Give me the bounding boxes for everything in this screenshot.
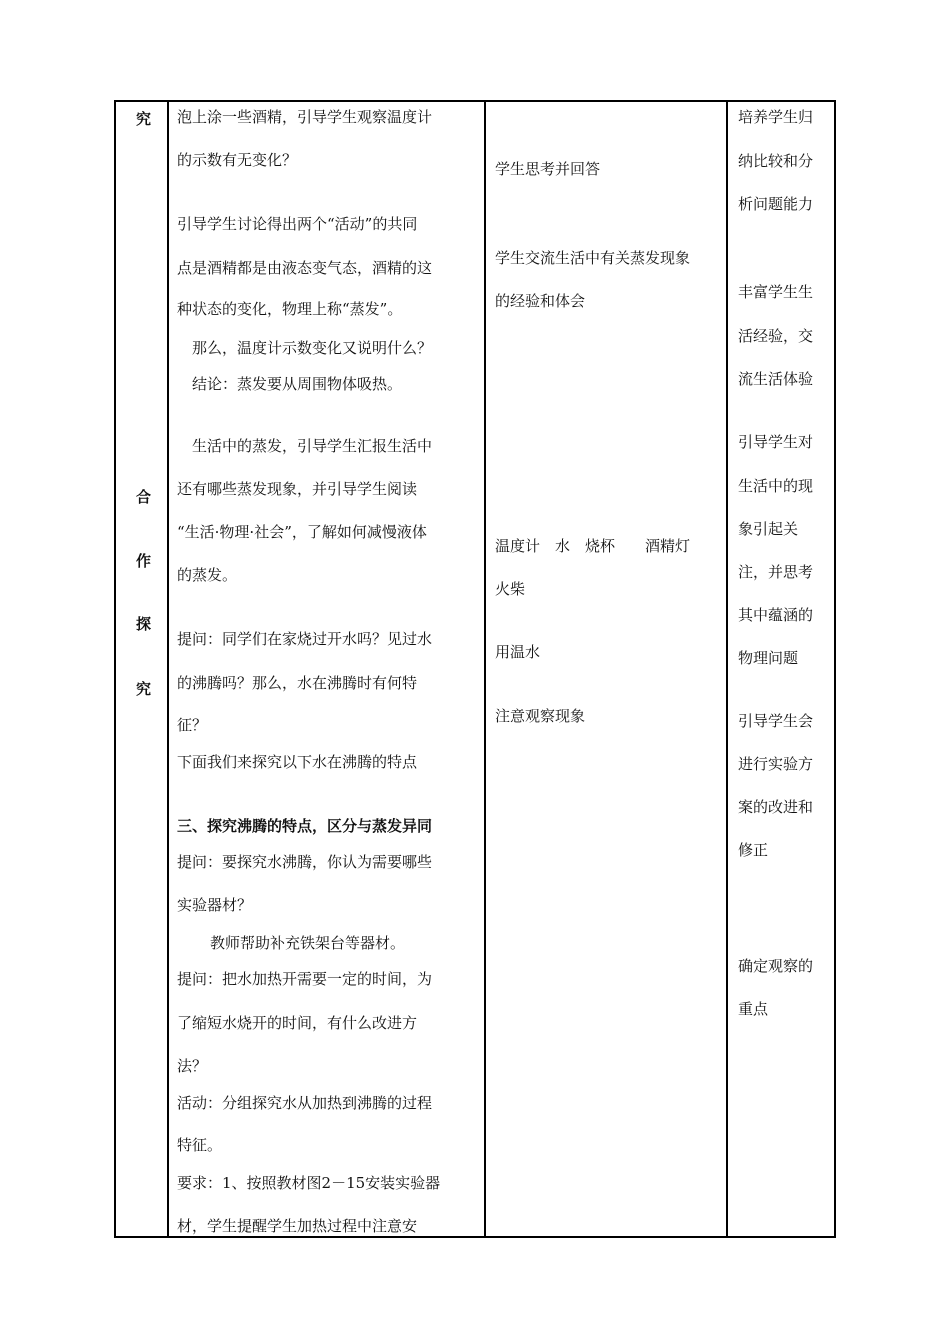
teacher-text-line: 结论：蒸发要从周围物体吸热。 (192, 375, 403, 393)
teacher-text-line: 的示数有无变化？ (177, 151, 298, 169)
student-text-line: 用温水 (495, 643, 541, 661)
teacher-text-line: 征？ (177, 716, 208, 734)
teacher-text-line: 活动：分组探究水从加热到沸腾的过程 (177, 1094, 433, 1112)
section-label-top: 究 (136, 110, 152, 128)
teacher-text-line: 的蒸发。 (177, 566, 238, 584)
student-text-line: 的经验和体会 (495, 292, 586, 310)
teacher-text-line: 了缩短水烧开的时间，有什么改进方 (177, 1014, 418, 1032)
teacher-text-line: 还有哪些蒸发现象，并引导学生阅读 (177, 480, 418, 498)
intent-text-line: 注，并思考 (738, 563, 814, 581)
teacher-text-line: 提问：同学们在家烧过开水吗？见过水 (177, 630, 433, 648)
intent-text-line: 培养学生归 (738, 108, 814, 126)
column-divider (726, 102, 728, 1236)
section-heading: 三、探究沸腾的特点，区分与蒸发异同 (177, 817, 433, 835)
section-label-char: 合 (136, 488, 152, 506)
teacher-text-line: 特征。 (177, 1136, 223, 1154)
intent-text-line: 活经验，交 (738, 327, 814, 345)
teacher-text-line: 点是酒精都是由液态变气态，酒精的这 (177, 259, 433, 277)
intent-text-line: 确定观察的 (738, 957, 814, 975)
intent-text-line: 进行实验方 (738, 755, 814, 773)
lesson-plan-table (114, 100, 836, 1238)
intent-text-line: 生活中的现 (738, 477, 814, 495)
intent-text-line: 象引起关 (738, 520, 799, 538)
teacher-text-line: “生活·物理·社会”，了解如何减慢液体 (177, 523, 427, 541)
teacher-text-line: 提问：把水加热开需要一定的时间，为 (177, 970, 433, 988)
teacher-text-line: 教师帮助补充铁架台等器材。 (210, 934, 406, 952)
teacher-text-line: 实验器材？ (177, 896, 253, 914)
intent-text-line: 纳比较和分 (738, 152, 814, 170)
intent-text-line: 析问题能力 (738, 195, 814, 213)
intent-text-line: 其中蕴涵的 (738, 606, 814, 624)
column-divider (484, 102, 486, 1236)
teacher-text-line: 法？ (177, 1057, 208, 1075)
intent-text-line: 物理问题 (738, 649, 799, 667)
intent-text-line: 引导学生会 (738, 712, 814, 730)
intent-text-line: 重点 (738, 1000, 769, 1018)
student-text-line: 注意观察现象 (495, 707, 586, 725)
student-text-line: 温度计 水 烧杯 酒精灯 (495, 537, 691, 555)
intent-text-line: 流生活体验 (738, 370, 814, 388)
student-text-line: 火柴 (495, 580, 526, 598)
teacher-text-line: 材，学生提醒学生加热过程中注意安 (177, 1217, 418, 1235)
teacher-text-line: 引导学生讨论得出两个“活动”的共同 (177, 215, 418, 233)
column-divider (167, 102, 169, 1236)
intent-text-line: 修正 (738, 841, 769, 859)
intent-text-line: 案的改进和 (738, 798, 814, 816)
student-text-line: 学生交流生活中有关蒸发现象 (495, 249, 691, 267)
teacher-text-line: 生活中的蒸发，引导学生汇报生活中 (192, 437, 433, 455)
teacher-text-line: 的沸腾吗？那么，水在沸腾时有何特 (177, 674, 418, 692)
intent-text-line: 引导学生对 (738, 433, 814, 451)
student-text-line: 学生思考并回答 (495, 160, 601, 178)
teacher-text-line: 那么，温度计示数变化又说明什么？ (192, 339, 433, 357)
teacher-text-line: 下面我们来探究以下水在沸腾的特点 (177, 753, 418, 771)
section-label-char: 究 (136, 680, 152, 698)
section-label-char: 探 (136, 615, 152, 633)
section-label-char: 作 (136, 552, 152, 570)
teacher-text-line: 泡上涂一些酒精，引导学生观察温度计 (177, 108, 433, 126)
teacher-text-line: 要求：1、按照教材图2－15安装实验器 (177, 1174, 441, 1192)
intent-text-line: 丰富学生生 (738, 283, 814, 301)
teacher-text-line: 种状态的变化，物理上称“蒸发”。 (177, 300, 403, 318)
teacher-text-line: 提问：要探究水沸腾，你认为需要哪些 (177, 853, 433, 871)
